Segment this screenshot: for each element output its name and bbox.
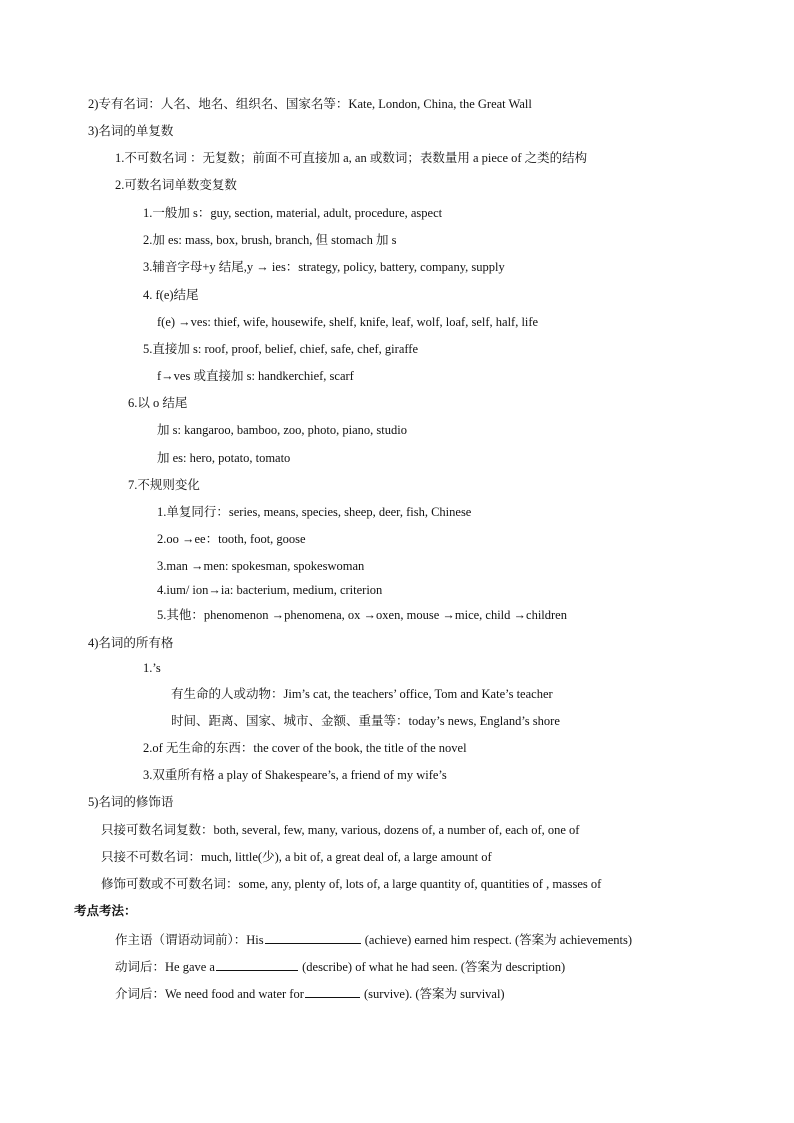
- possessive-double: 3.双重所有格 a play of Shakespeare’s, a friend of my wife’s: [143, 768, 447, 782]
- answer-blank: [305, 985, 360, 998]
- irregular-man-men: 3.man →men: spokesman, spokeswoman: [157, 559, 365, 573]
- answer-blank: [216, 958, 298, 971]
- modifiers-uncountable: 只接不可数名词：much, little(少), a bit of, a great deal of, a large amount of: [101, 850, 492, 864]
- possessive-of: 2.of 无生命的东西：the cover of the book, the title of the novel: [143, 741, 467, 755]
- rule-consonant-y: 3.辅音字母+y 结尾,y → ies：strategy, policy, battery, company, supply: [143, 260, 505, 274]
- possessive-s-heading: 1.’s: [143, 661, 161, 675]
- modifiers-both: 修饰可数或不可数名词：some, any, plenty of, lots of, a large quantity of, quantities of , masses of: [101, 877, 602, 891]
- rule-fe-heading: 4. f(e)结尾: [143, 288, 199, 302]
- possessive-heading: 4)名词的所有格: [88, 636, 174, 650]
- possessive-animate: 有生命的人或动物：Jim’s cat, the teachers’ office, Tom and Kate’s teacher: [171, 687, 553, 701]
- exercise-text-before: 动词后：He gave a: [115, 960, 215, 974]
- possessive-time-distance: 时间、距离、国家、城市、金额、重量等：today’s news, England’s shore: [171, 714, 560, 728]
- exercise-after-verb: [115, 958, 565, 975]
- rule-add-es: 2.加 es: mass, box, brush, branch, 但 stomach 加 s: [143, 233, 397, 247]
- modifiers-heading: 5)名词的修饰语: [88, 795, 174, 809]
- rule-fe-ves: f(e) →ves: thief, wife, housewife, shelf, knife, leaf, wolf, loaf, self, half, life: [157, 315, 539, 329]
- countable-plural-heading: 2.可数名词单数变复数: [115, 178, 237, 192]
- proper-noun-line: 2)专有名词：人名、地名、组织名、国家名等：Kate, London, China, the Great Wall: [88, 97, 532, 111]
- exercise-text-before: 作主语（谓语动词前）：His: [115, 933, 264, 947]
- exercise-text-after: (describe) of what he had seen. (答案为 description): [298, 960, 566, 974]
- rule-add-s: 1.一般加 s：guy, section, material, adult, procedure, aspect: [143, 206, 443, 220]
- irregular-same: 1.单复同行：series, means, species, sheep, deer, fish, Chinese: [157, 505, 472, 519]
- irregular-oo-ee: 2.oo →ee：tooth, foot, goose: [157, 532, 306, 546]
- exam-points-heading: 考点考法：: [74, 904, 137, 918]
- exercise-subject: [115, 931, 632, 948]
- uncountable-noun-line: 1.不可数名词 ：无复数；前面不可直接加 a, an 或数词；表数量用 a piece of 之类的结构: [115, 151, 588, 165]
- rule-o-heading: 6.以 o 结尾: [128, 396, 188, 410]
- rule-direct-s: 5.直接加 s: roof, proof, belief, chief, safe, chef, giraffe: [143, 342, 419, 356]
- answer-blank: [265, 931, 361, 944]
- modifiers-countable: 只接可数名词复数：both, several, few, many, various, dozens of, a number of, each of, one of: [101, 823, 580, 837]
- irregular-ium-ia: 4.ium/ ion→ia: bacterium, medium, criterion: [157, 583, 383, 597]
- irregular-other: 5.其他：phenomenon →phenomena, ox →oxen, mouse →mice, child →children: [157, 608, 567, 622]
- exercise-after-preposition: [115, 985, 505, 1002]
- exercise-text-after: (achieve) earned him respect. (答案为 achievements): [361, 933, 632, 947]
- rule-f-ves-or-s: f→ves 或直接加 s: handkerchief, scarf: [157, 369, 354, 383]
- exercise-text-before: 介词后：We need food and water for: [115, 987, 304, 1001]
- irregular-heading: 7.不规则变化: [128, 478, 200, 492]
- exercise-text-after: (survive). (答案为 survival): [360, 987, 505, 1001]
- section-heading-number: 3)名词的单复数: [88, 124, 174, 138]
- rule-o-add-es: 加 es: hero, potato, tomato: [157, 451, 291, 465]
- rule-o-add-s: 加 s: kangaroo, bamboo, zoo, photo, piano, studio: [157, 423, 407, 437]
